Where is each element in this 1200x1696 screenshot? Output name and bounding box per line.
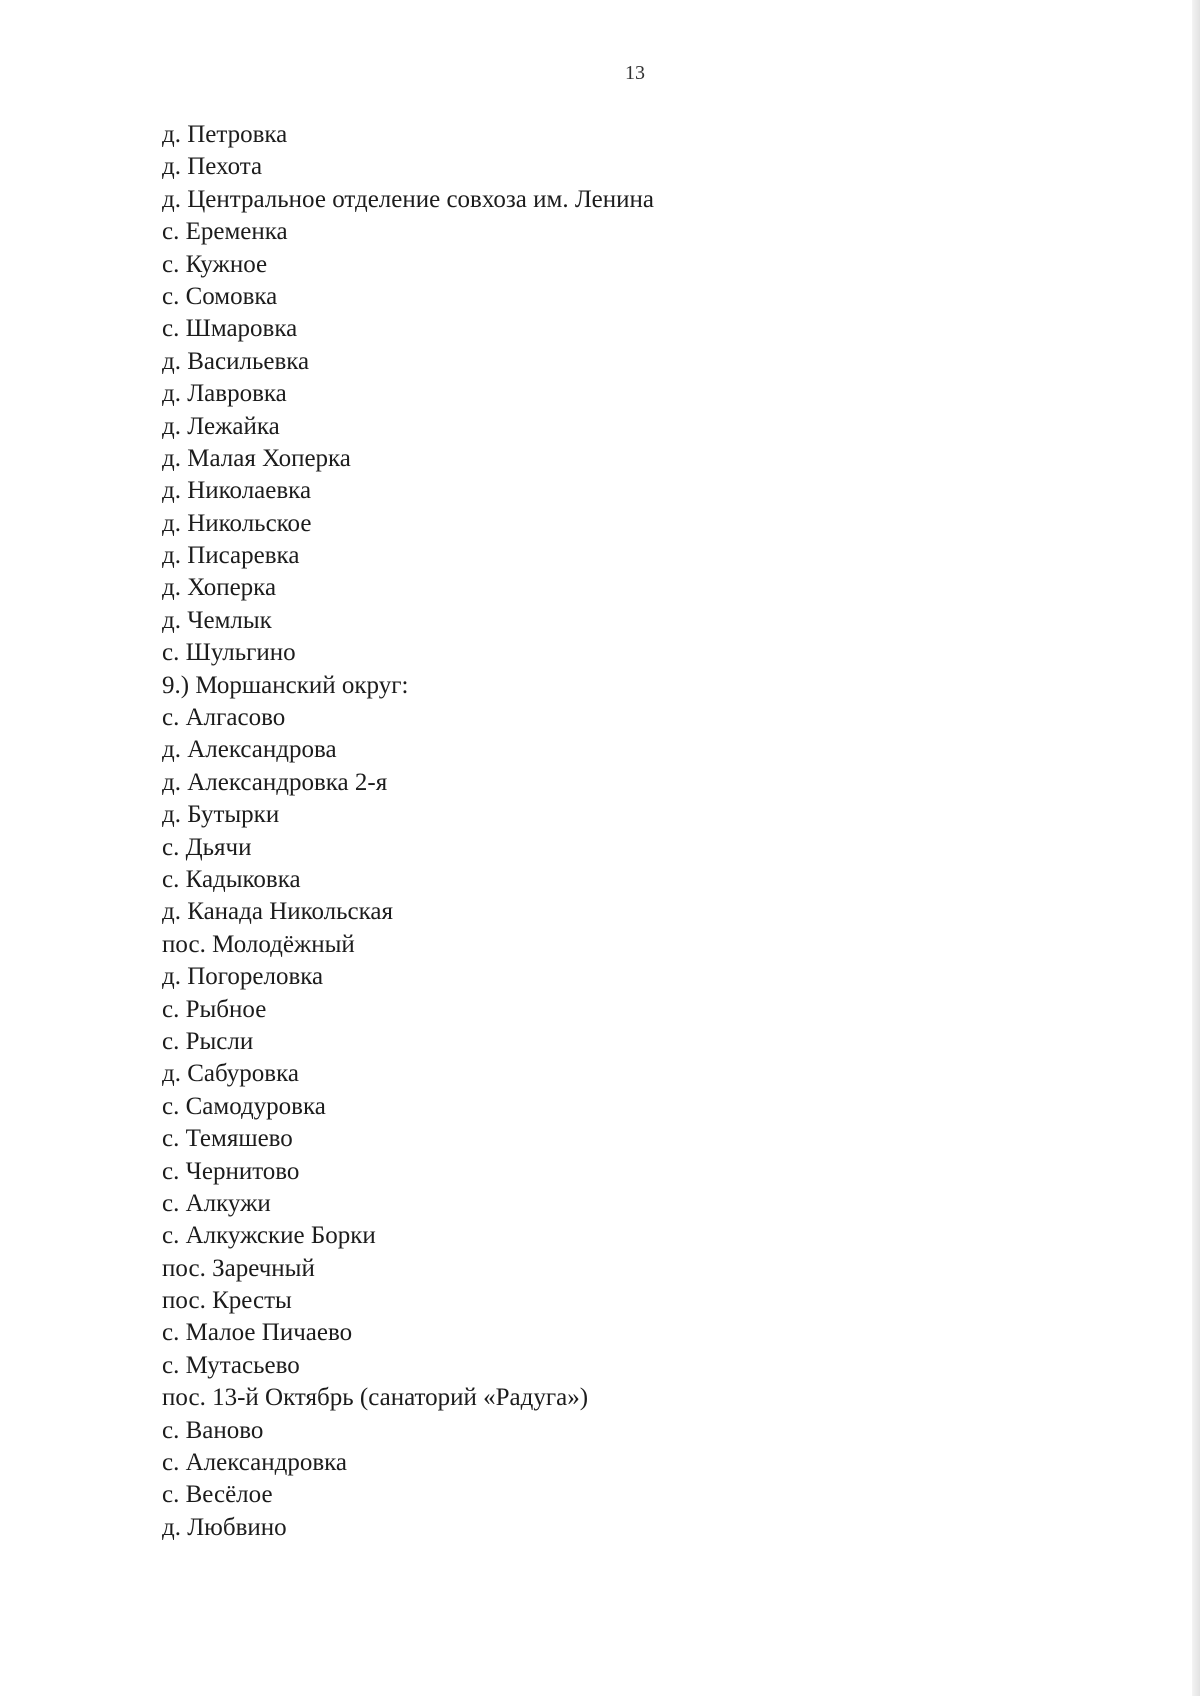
list-item: с. Еременка [162,218,288,246]
list-item: д. Николаевка [162,477,312,505]
list-item: д. Лавровка [162,380,287,408]
list-item: с. Самодуровка [162,1092,326,1120]
page-number: 13 [625,62,645,84]
list-item: д. Канада Никольская [162,898,394,926]
list-item: д. Васильевка [162,347,310,375]
list-item: с. Кадыковка [162,865,301,893]
list-item: с. Алгасово [162,704,286,732]
list-item: д. Петровка [162,121,288,148]
list-item: с. Темяшево [162,1125,293,1153]
list-item: д. Центральное отделение совхоза им. Ленина [162,185,654,213]
list-item: с. Чернитово [162,1157,300,1185]
list-item: с. Шмаровка [162,315,298,343]
list-item: с. Сомовка [162,282,278,310]
list-item: д. Малая Хоперка [162,444,351,472]
list-item: с. Мутасьево [162,1351,300,1379]
list-item: пос. Молодёжный [162,930,355,958]
list-item: с. Весёлое [162,1481,273,1509]
list-item: д. Чемлык [162,606,272,634]
list-item: с. Рысли [162,1027,254,1055]
list-item: д. Хоперка [162,574,277,602]
list-item: с. Рыбное [162,995,267,1023]
list-item: с. Кужное [162,250,268,278]
scan-edge [1192,0,1200,1696]
settlement-list [162,119,1062,1544]
list-item: с. Шульгино [162,639,296,667]
list-item: пос. Кресты [162,1287,292,1315]
section-heading: 9.) Моршанский округ: [162,671,409,699]
list-item: с. Алкужи [162,1189,271,1217]
list-item: д. Александрова [162,736,337,764]
list-item: д. Любвино [162,1513,287,1541]
list-item: д. Сабуровка [162,1060,299,1088]
list-item: с. Малое Пичаево [162,1319,353,1347]
list-item: д. Погореловка [162,963,324,991]
list-item: с. Дьячи [162,833,252,861]
list-item: пос. 13-й Октябрь (санаторий «Радуга») [162,1384,589,1412]
list-item: д. Пехота [162,153,263,181]
list-item: с. Алкужские Борки [162,1222,376,1250]
list-item: пос. Заречный [162,1254,315,1282]
list-item: д. Писаревка [162,542,300,570]
list-item: д. Александровка 2-я [162,768,388,796]
list-item: д. Никольское [162,509,312,537]
list-item: с. Александровка [162,1449,348,1477]
list-item: д. Бутырки [162,801,280,829]
list-item: с. Ваново [162,1416,264,1444]
list-item: д. Лежайка [162,412,280,440]
